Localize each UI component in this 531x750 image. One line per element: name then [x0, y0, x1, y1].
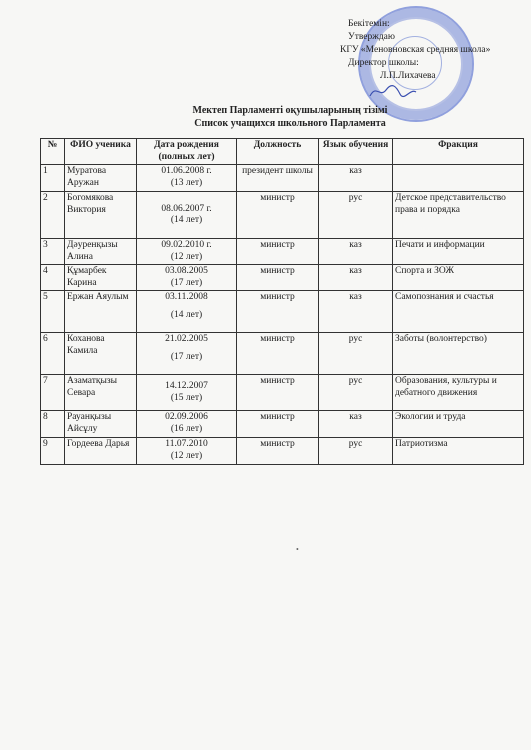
approval-director-name: Л.П.Лихачева — [380, 71, 436, 81]
header-name: ФИО ученика — [65, 139, 137, 165]
table-row — [41, 375, 524, 411]
cell-name: Азаматқызы Севара — [65, 375, 137, 411]
cell-name: Коханова Камила — [65, 333, 137, 375]
dob-age: (17 лет) — [170, 277, 203, 288]
header-lang: Язык обучения — [319, 139, 393, 165]
cell-role: министр — [237, 239, 319, 265]
dob-age: (17 лет) — [170, 351, 203, 362]
cell-role: министр — [237, 438, 319, 465]
cell-faction: Экологии и труда — [393, 411, 524, 438]
cell-name: Дәуренқызы Алина — [65, 239, 137, 265]
cell-faction: Заботы (волонтерство) — [393, 333, 524, 375]
cell-dob — [137, 411, 237, 438]
cell-num: 7 — [41, 375, 65, 411]
cell-num: 2 — [41, 192, 65, 239]
cell-faction — [393, 165, 524, 192]
dob-age: (16 лет) — [170, 423, 203, 434]
table-row — [41, 411, 524, 438]
table-row — [41, 265, 524, 291]
table-row — [41, 239, 524, 265]
document-title — [160, 104, 420, 130]
cell-faction: Самопознания и счастья — [393, 291, 524, 333]
cell-name: Рауанқызы Айсұлу — [65, 411, 137, 438]
cell-lang: каз — [319, 291, 393, 333]
cell-role: министр — [237, 265, 319, 291]
cell-role: министр — [237, 291, 319, 333]
cell-lang: каз — [319, 411, 393, 438]
dob-date: 02.09.2006 — [165, 412, 208, 422]
dob-age: (15 лет) — [170, 392, 203, 403]
cell-lang: каз — [319, 165, 393, 192]
cell-role: министр — [237, 192, 319, 239]
dob-date: 03.08.2005 — [165, 266, 208, 276]
header-dob: Дата рождения (полных лет) — [137, 139, 237, 165]
cell-faction: Спорта и ЗОЖ — [393, 265, 524, 291]
cell-dob — [137, 165, 237, 192]
table-header-row — [41, 139, 524, 165]
cell-faction: Печати и информации — [393, 239, 524, 265]
table-row — [41, 291, 524, 333]
header-num: № — [41, 139, 65, 165]
cell-role: президент школы — [237, 165, 319, 192]
cell-role: министр — [237, 375, 319, 411]
cell-num: 6 — [41, 333, 65, 375]
cell-lang: рус — [319, 333, 393, 375]
approval-block — [340, 18, 525, 83]
cell-dob — [137, 333, 237, 375]
cell-name: Богомякова Виктория — [65, 192, 137, 239]
dob-date: 08.06.2007 г. — [161, 203, 212, 214]
cell-faction: Образования, культуры и дебатного движения — [393, 375, 524, 411]
cell-dob — [137, 239, 237, 265]
cell-lang: каз — [319, 265, 393, 291]
cell-name: Гордеева Дарья — [65, 438, 137, 465]
cell-dob — [137, 192, 237, 239]
parliament-table — [40, 138, 524, 465]
table-row — [41, 333, 524, 375]
cell-dob — [137, 375, 237, 411]
cell-lang: каз — [319, 239, 393, 265]
dob-date: 11.07.2010 — [165, 439, 208, 449]
title-ru: Список учащихся школьного Парламента — [194, 118, 386, 129]
cell-dob — [137, 438, 237, 465]
dob-age: (14 лет) — [170, 309, 203, 320]
cell-name: Ержан Аяулым — [65, 291, 137, 333]
title-kz: Мектеп Парламенті оқушыларының тізімі — [192, 105, 388, 116]
approval-school-name: КГУ «Меновновская средняя школа» — [340, 45, 491, 55]
dob-date: 21.02.2005 — [165, 334, 208, 344]
cell-faction: Патриотизма — [393, 438, 524, 465]
table-row — [41, 192, 524, 239]
dob-date: 01.06.2008 г. — [161, 166, 212, 176]
cell-num: 3 — [41, 239, 65, 265]
cell-num: 9 — [41, 438, 65, 465]
header-faction: Фракция — [393, 139, 524, 165]
header-role: Должность — [237, 139, 319, 165]
cell-faction: Детское представительство права и порядка — [393, 192, 524, 239]
dob-age: (12 лет) — [170, 251, 203, 262]
cell-num: 8 — [41, 411, 65, 438]
cell-lang: рус — [319, 192, 393, 239]
table-row — [41, 165, 524, 192]
dob-date: 09.02.2010 г. — [161, 240, 212, 250]
dob-age: (14 лет) — [170, 215, 203, 225]
approval-approve-ru: Утверждаю — [348, 32, 395, 42]
approval-director-label: Директор школы: — [348, 58, 419, 68]
cell-role: министр — [237, 411, 319, 438]
dob-date: 14.12.2007 — [165, 381, 208, 391]
table-row — [41, 438, 524, 465]
dob-date: 03.11.2008 — [165, 292, 208, 302]
cell-dob — [137, 265, 237, 291]
cell-dob — [137, 291, 237, 333]
cell-num: 5 — [41, 291, 65, 333]
cell-lang: рус — [319, 375, 393, 411]
cell-lang: рус — [319, 438, 393, 465]
scan-speck: • — [296, 545, 299, 554]
dob-age: (12 лет) — [170, 450, 203, 461]
cell-name: Муратова Аружан — [65, 165, 137, 192]
cell-num: 1 — [41, 165, 65, 192]
cell-role: министр — [237, 333, 319, 375]
approval-approve-kz: Бекітемін: — [348, 19, 390, 29]
cell-name: Құмарбек Карина — [65, 265, 137, 291]
director-signature — [368, 82, 418, 100]
cell-num: 4 — [41, 265, 65, 291]
dob-age: (13 лет) — [170, 177, 203, 188]
